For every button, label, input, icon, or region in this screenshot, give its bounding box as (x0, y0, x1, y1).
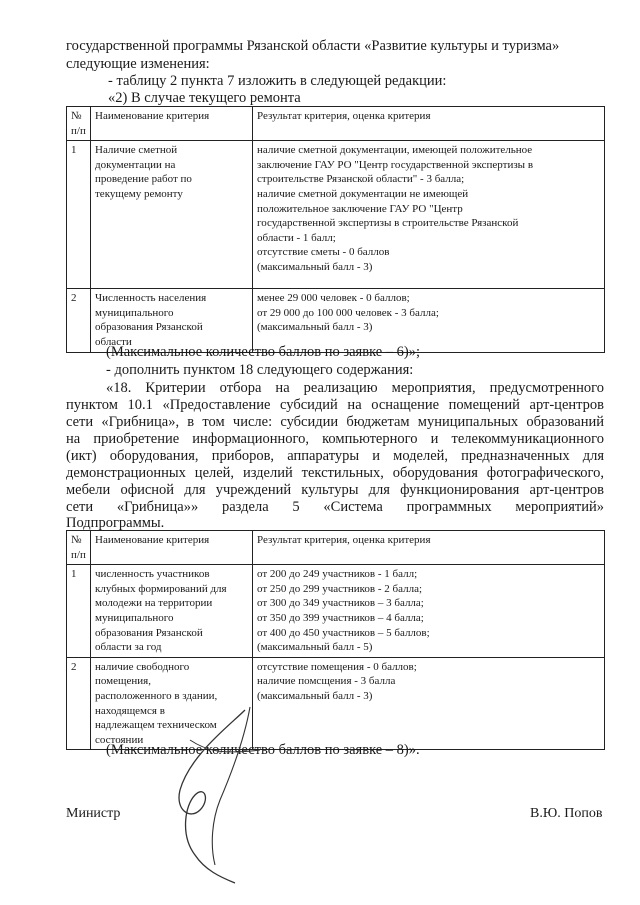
header-name: Наименование критерия (91, 107, 253, 141)
name-line: образования Рязанской (95, 626, 203, 639)
name-line: молодежи на территории (95, 597, 213, 610)
name-line: Численность населения (95, 292, 207, 305)
result-line: (максимальный балл - 5) (257, 641, 373, 654)
name-line: текущему ремонту (95, 187, 183, 200)
name-line: помещения, (95, 675, 151, 688)
paragraph-line: сети «Грибница», в том числе: субсидии бюджетам муниципальных образований (66, 414, 604, 430)
name-line: проведение работ по (95, 173, 192, 186)
name-line: Наличие сметной (95, 144, 178, 157)
paragraph-line: Подпрограммы. (66, 515, 165, 531)
signatory-name: В.Ю. Попов (530, 806, 603, 821)
result-line: (максимальный балл - 3) (257, 260, 373, 273)
result-line: наличие помсщения - 3 балла (257, 675, 396, 688)
result-line: от 400 до 450 участников – 5 баллов; (257, 626, 430, 639)
name-line: клубных формирований для (95, 582, 227, 595)
name-line: области за год (95, 641, 162, 654)
row-criterion-name (91, 565, 253, 658)
name-line: надлежащем техническом (95, 719, 217, 732)
paragraph-line: демонстрационных целей, изделий текстильных, оборудования фотографического, (66, 465, 604, 481)
name-line: муниципального (95, 306, 174, 319)
row-criterion-result (253, 657, 605, 750)
paragraph-line: «18. Критерии отбора на реализацию мероприятия, предусмотренного (106, 380, 604, 396)
table2-total: (Максимальное количество баллов по заявке – 8)». (106, 742, 420, 758)
result-line: области - 1 балл; (257, 231, 336, 244)
header-num-line: № (71, 534, 82, 546)
result-line: от 250 до 299 участников - 2 балла; (257, 582, 423, 595)
result-line: от 350 до 399 участников – 4 балла; (257, 611, 424, 624)
header-result: Результат критерия, оценка критерия (253, 531, 605, 565)
header-num (67, 531, 91, 565)
signature-scribble (150, 705, 300, 895)
header-num-line: п/п (71, 548, 86, 561)
signature-stroke (190, 740, 260, 752)
result-line: (максимальный балл - 3) (257, 321, 373, 334)
row-criterion-result (253, 289, 605, 352)
paragraph-line: мебели офисной для учреждений культуры для функционирования арт-центров (66, 482, 604, 498)
name-line: области (95, 335, 132, 348)
result-line: (максимальный балл - 3) (257, 689, 373, 702)
result-line: положительное заключение ГАУ РО "Центр (257, 202, 463, 215)
name-line: численность участников (95, 568, 210, 581)
table-row (67, 289, 605, 352)
criteria-table-2 (66, 530, 605, 750)
paragraph-line: пунктом 10.1 «Предоставление субсидий на оснащение помещений арт-центров (66, 397, 604, 413)
row-num: 1 (67, 141, 91, 289)
name-line: находящемся в (95, 704, 165, 717)
paragraph-line: (икт) оборудования, приборов, аппаратуры и моделей, предназначенных для (66, 448, 604, 464)
result-line: отсутствие сметы - 0 баллов (257, 246, 390, 259)
table1-subtitle: «2) В случае текущего ремонта (108, 90, 301, 106)
row-num: 2 (67, 289, 91, 352)
paragraph-line: сети «Грибница»» раздела 5 «Система программных мероприятий» (66, 499, 604, 515)
intro-line-1: государственной программы Рязанской области «Развитие культуры и туризма» (66, 38, 560, 54)
header-num (67, 107, 91, 141)
intro-line-2: следующие изменения: (66, 56, 210, 72)
table-row (67, 565, 605, 658)
signature-stroke (179, 710, 245, 883)
table1-total: (Максимальное количество баллов по заявке – 6)»; (106, 344, 421, 360)
result-line: государственной экспертизы в строительстве Рязанской (257, 217, 519, 230)
result-line: от 200 до 249 участников - 1 балл; (257, 568, 418, 581)
name-line: муниципального (95, 611, 174, 624)
row-criterion-result (253, 565, 605, 658)
result-line: от 300 до 349 участников – 3 балла; (257, 597, 424, 610)
result-line: наличие сметной документации, имеющей положительное (257, 144, 533, 157)
result-line: строительстве Рязанской области" - 3 балла; (257, 173, 465, 186)
header-num-line: № (71, 110, 82, 122)
result-line: менее 29 000 человек - 0 баллов; (257, 292, 410, 305)
result-line: наличие сметной документации не имеющей (257, 187, 469, 200)
name-line: документации на (95, 158, 176, 171)
result-line: заключение ГАУ РО "Центр государственной экспертизы в (257, 158, 534, 171)
name-line: образования Рязанской (95, 321, 203, 334)
name-line: расположенного в здании, (95, 689, 218, 702)
table-header-row (67, 107, 605, 141)
header-name: Наименование критерия (91, 531, 253, 565)
row-criterion-name (91, 289, 253, 352)
paragraph-line: на приобретение информационного, компьютерного и телекоммуникационного (66, 431, 604, 447)
result-line: отсутствие помещения - 0 баллов; (257, 660, 417, 673)
row-criterion-name (91, 141, 253, 289)
signature-stroke (212, 707, 250, 865)
name-line: наличие свободного (95, 660, 190, 673)
header-result: Результат критерия, оценка критерия (253, 107, 605, 141)
signatory-position: Министр (66, 806, 121, 821)
intro-item-1: - таблицу 2 пункта 7 изложить в следующей редакции: (108, 73, 447, 89)
header-num-line: п/п (71, 124, 86, 137)
row-num: 2 (67, 657, 91, 750)
table-row (67, 657, 605, 750)
criteria-table-1 (66, 106, 605, 353)
table-row (67, 141, 605, 289)
intro-item-2: - дополнить пунктом 18 следующего содержания: (106, 362, 414, 378)
table-header-row (67, 531, 605, 565)
result-line: от 29 000 до 100 000 человек - 3 балла; (257, 306, 439, 319)
row-criterion-result (253, 141, 605, 289)
name-line: состоянии (95, 733, 144, 746)
row-num: 1 (67, 565, 91, 658)
